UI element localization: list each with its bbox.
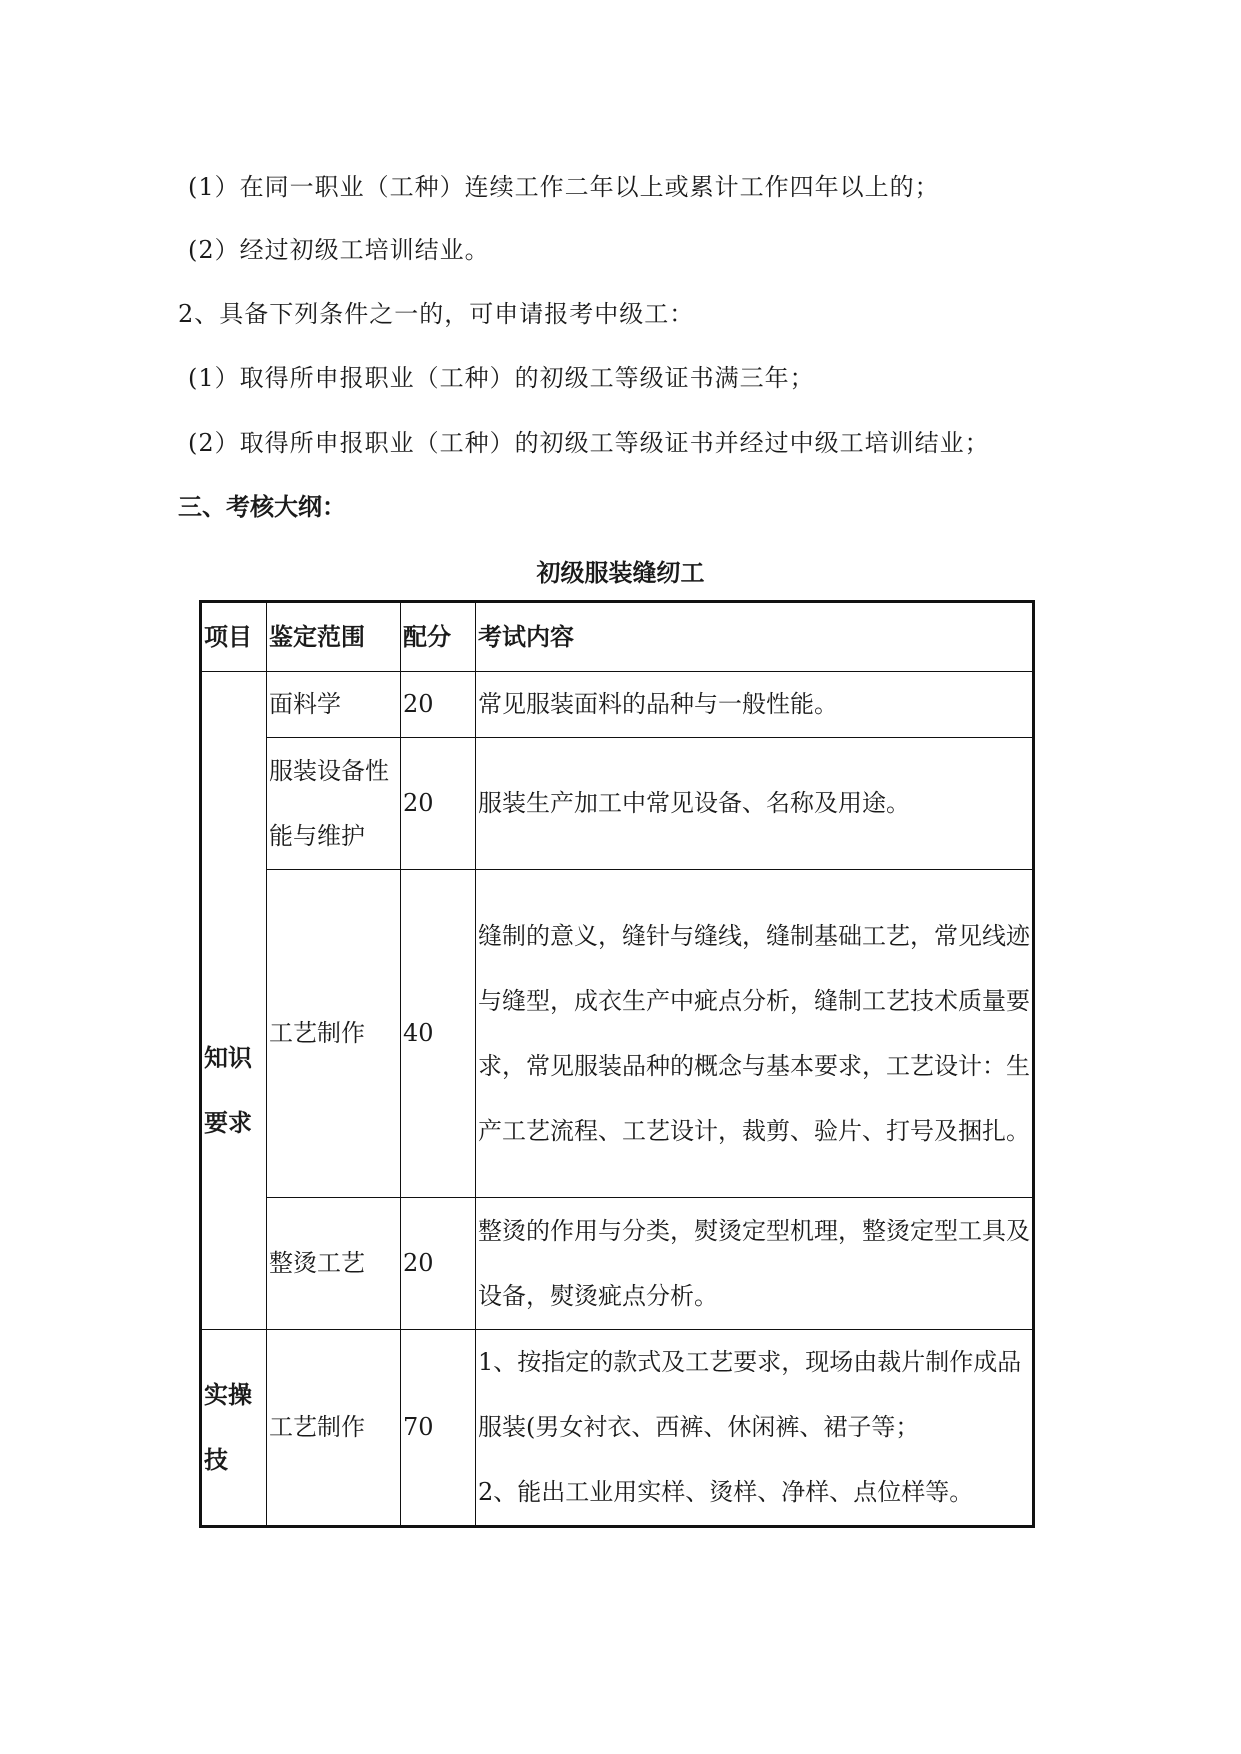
score-cell: 20 <box>401 1198 476 1330</box>
category-knowledge: 知识要求 <box>201 672 267 1330</box>
content-cell: 服装生产加工中常见设备、名称及用途。 <box>476 738 1034 870</box>
content-cell <box>476 1330 1034 1527</box>
header-scope: 鉴定范围 <box>267 602 401 672</box>
score-cell: 40 <box>401 870 476 1198</box>
table-row <box>201 1330 1034 1527</box>
scope-cell: 整烫工艺 <box>267 1198 401 1330</box>
content-line: 2、能出工业用实样、烫样、净样、点位样等。 <box>478 1478 974 1506</box>
condition-item: (2）经过初级工培训结业。 <box>188 236 490 264</box>
score-cell: 70 <box>401 1330 476 1527</box>
scope-cell: 服装设备性能与维护 <box>267 738 401 870</box>
header-item: 项目 <box>201 602 267 672</box>
table-title: 初级服装缝纫工 <box>536 559 705 587</box>
assessment-table <box>199 600 1035 1528</box>
condition-item: (1）取得所申报职业（工种）的初级工等级证书满三年； <box>188 364 815 392</box>
scope-cell: 面料学 <box>267 672 401 738</box>
table-row <box>201 870 1034 1198</box>
table-row <box>201 1198 1034 1330</box>
section-heading: 三、考核大纲： <box>178 493 346 521</box>
header-score: 配分 <box>401 602 476 672</box>
header-content: 考试内容 <box>476 602 1034 672</box>
score-cell: 20 <box>401 672 476 738</box>
condition-item: (2）取得所申报职业（工种）的初级工等级证书并经过中级工培训结业； <box>188 429 990 457</box>
scope-cell: 工艺制作 <box>267 1330 401 1527</box>
condition-item: (1）在同一职业（工种）连续工作二年以上或累计工作四年以上的； <box>188 173 940 201</box>
content-cell: 整烫的作用与分类，熨烫定型机理，整烫定型工具及设备，熨烫疵点分析。 <box>476 1198 1034 1330</box>
table-row <box>201 738 1034 870</box>
content-line: 1、按指定的款式及工艺要求，现场由裁片制作成品服装(男女衬衣、西裤、休闲裤、裙子等； <box>478 1348 1022 1441</box>
table-row <box>201 672 1034 738</box>
category-practice: 实操技 <box>201 1330 267 1527</box>
scope-cell: 工艺制作 <box>267 870 401 1198</box>
content-cell: 缝制的意义，缝针与缝线，缝制基础工艺，常见线迹与缝型，成衣生产中疵点分析，缝制工艺技术质量要求，常见服装品种的概念与基本要求，工艺设计：生产工艺流程、工艺设计，裁剪、验片、打号及捆扎。 <box>476 870 1034 1198</box>
score-cell: 20 <box>401 738 476 870</box>
content-cell: 常见服装面料的品种与一般性能。 <box>476 672 1034 738</box>
condition-heading: 2、具备下列条件之一的，可申请报考中级工： <box>178 300 695 328</box>
table-header-row <box>201 602 1034 672</box>
